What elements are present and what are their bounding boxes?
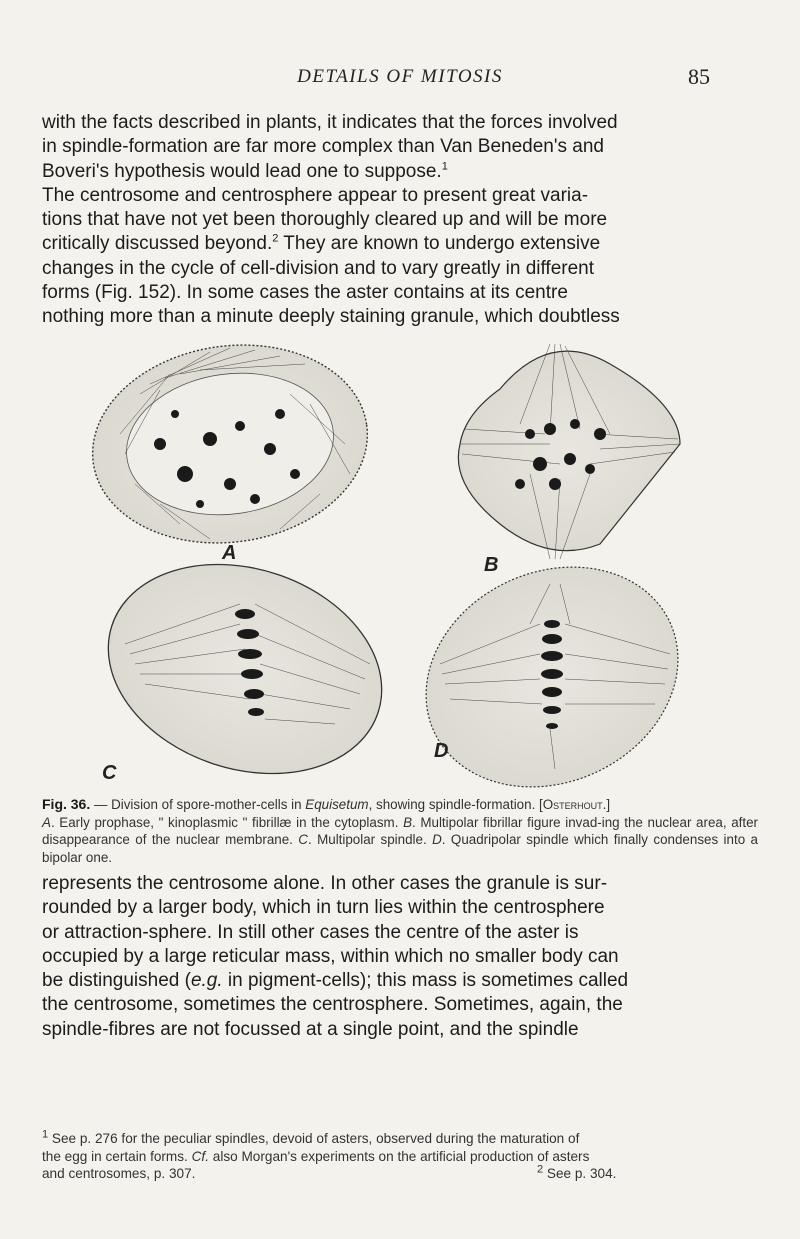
text-line: The centrosome and centrosphere appear to present great varia- <box>42 184 589 206</box>
page-number: 85 <box>688 64 710 89</box>
text-line: or attraction-sphere. In still other cases the centre of the aster is <box>42 921 579 943</box>
footnote-mark: 1 <box>42 1128 49 1141</box>
footnote-1-cont <box>42 1148 758 1166</box>
caption-text: . Early prophase, " kinoplasmic " fibrillæ in the cytoplasm. <box>50 814 404 830</box>
footnote-2 <box>537 1165 616 1183</box>
footnote-1 <box>42 1130 758 1148</box>
caption-text: , showing spindle-formation. [ <box>368 797 543 812</box>
caption-text: . Multipolar fibrillar figure invad-ing the nuclear area, after disappearance of the nuclear membrane. <box>42 814 759 847</box>
footnote-ref[interactable]: 1 <box>441 160 448 173</box>
text-line: represents the centrosome alone. In other cases the granule is sur- <box>42 873 608 894</box>
caption-lead: Fig. 36. <box>42 796 91 812</box>
footnote-text: also Morgan's experiments on the artificial production of asters <box>208 1148 590 1164</box>
footnote-cf: Cf. <box>191 1148 209 1164</box>
footnotes <box>42 1130 758 1183</box>
footnote-text: and centrosomes, p. 307. <box>42 1166 196 1182</box>
text-line: with the facts described in plants, it indicates that the forces involved <box>42 112 618 133</box>
caption-label-c: C <box>298 832 308 847</box>
text-line: forms (Fig. 152). In some cases the aster contains at its centre <box>42 282 568 304</box>
text-fragment: Boveri's hypothesis would lead one to suppose. <box>42 160 442 182</box>
text-fragment: critically discussed beyond. <box>42 233 273 255</box>
caption-label-d: D <box>432 832 442 847</box>
text-fragment: be distinguished ( <box>42 970 191 992</box>
footnote-text: See p. 304. <box>543 1166 617 1182</box>
panel-b-drawing <box>458 344 680 559</box>
caption-label-b: B <box>403 814 412 830</box>
running-head <box>0 66 800 96</box>
text-line: in spindle-formation are far more complex than Van Beneden's and <box>42 136 604 158</box>
text-line: rounded by a larger body, which in turn lies within the centrosphere <box>42 897 605 919</box>
footnote-text: the egg in certain forms. <box>42 1148 192 1164</box>
panel-label-c: C <box>102 762 117 784</box>
running-title: DETAILS OF MITOSIS <box>297 66 503 87</box>
text-fragment: They are known to undergo extensive <box>278 233 601 255</box>
footnote-mark: 2 <box>537 1163 544 1176</box>
panel-label-d: D <box>434 740 449 762</box>
text-line: the centrosome, sometimes the centrosphere. Sometimes, again, the <box>42 994 623 1016</box>
text-line: tions that have not yet been thoroughly cleared up and will be more <box>42 209 608 231</box>
footnote-1-end <box>42 1165 758 1183</box>
text-line <box>42 969 758 993</box>
footnote-text: See p. 276 for the peculiar spindles, devoid of asters, observed during the maturation of <box>48 1131 580 1146</box>
text-line: occupied by a large reticular mass, within which no smaller body can <box>42 945 619 967</box>
panel-a-drawing <box>80 334 380 560</box>
caption-label-a: A <box>42 814 51 830</box>
caption-credit: Osterhout <box>542 797 603 812</box>
paragraph-top <box>42 111 758 330</box>
text-fragment: in pigment-cells); this mass is sometimes called <box>222 970 629 992</box>
text-line: nothing more than a minute deeply staining granule, which doubtless <box>42 306 620 328</box>
figure-illustration <box>80 334 720 792</box>
text-fragment-italic: e.g. <box>190 970 223 992</box>
text-line: changes in the cycle of cell-division and to vary greatly in different <box>42 257 595 279</box>
caption-genus: Equisetum <box>305 797 369 812</box>
panel-c-drawing <box>81 531 409 792</box>
text-line <box>42 232 758 256</box>
text-line <box>42 160 758 184</box>
caption-text: — Division of spore-mother-cells in <box>90 797 306 812</box>
figure-36 <box>80 334 720 792</box>
panel-label-b: B <box>484 554 499 576</box>
caption-text: .] <box>602 797 611 812</box>
figure-caption <box>42 796 758 866</box>
panel-label-a: A <box>222 542 237 564</box>
footnote-ref[interactable]: 2 <box>272 233 279 246</box>
caption-text: . Multipolar spindle. <box>307 832 433 847</box>
paragraph-bottom <box>42 872 758 1042</box>
text-line: spindle-fibres are not focussed at a single point, and the spindle <box>42 1018 579 1040</box>
caption-text: . Quadripolar spindle which finally condenses into a bipolar one. <box>42 832 758 865</box>
